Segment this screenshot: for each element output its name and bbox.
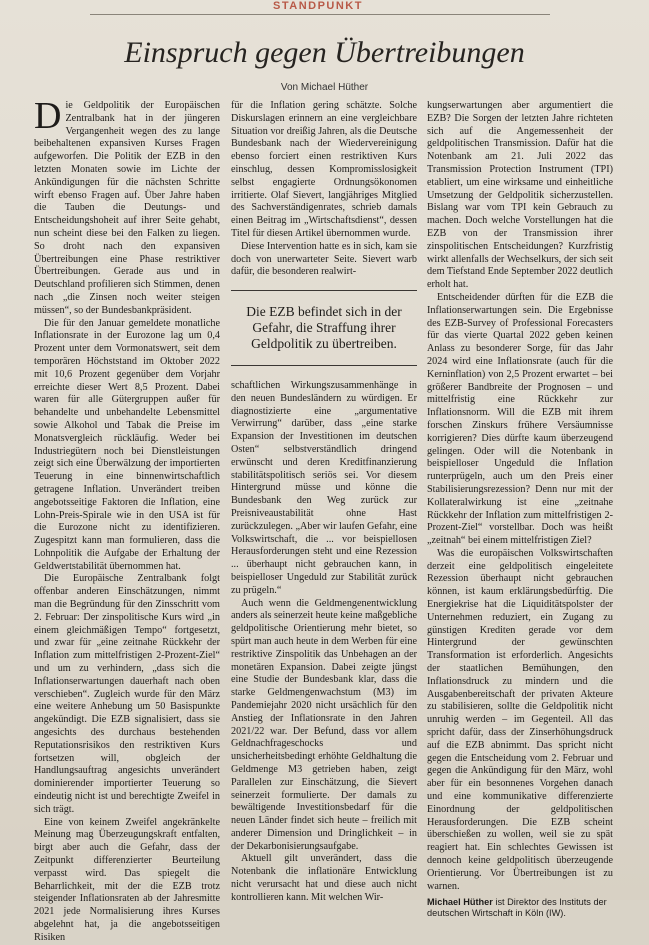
headline: Einspruch gegen Übertreibungen	[124, 36, 525, 69]
author-note	[427, 897, 613, 919]
paragraph: Eine von keinem Zweifel angekränkelte Meinung mag Überzeugungskraft entfalten, birgt aber auch die Gefahr, dass der Zeitpunkt differenzierter Beurteilung verpasst wird. Das spiegelt die Beharrlichkeit, mit der die EZB trotz steigender Inflationsraten ab der Jahresmitte 2021 jede Normalisierung ihres Kurses abgelehnt hat, ja die angebotsseitigen Risiken	[34, 816, 220, 943]
pull-quote: Die EZB befindet sich in der Gefahr, die Straffung ihrer Geldpolitik zu übertreiben.	[231, 290, 417, 366]
column-1	[34, 95, 220, 945]
paragraph: Diese Intervention hatte es in sich, kam sie doch von unerwarteter Seite. Sievert warb dafür, die besonderen realwirt-	[231, 240, 417, 278]
section-label: STANDPUNKT	[273, 0, 363, 12]
paragraph: Entscheidender dürften für die EZB die Inflationserwartungen sein. Die Ergebnisse des EZB-Survey of Professional Forecasters für das vierte Quartal 2022 geben keinen Anlass zu besonderer Sorge, für das Jahr 2024 wird eine Inflationsrate (auch für die Kerninflation) von 2,5 Prozent erwartet – bei größerer Bandbreite der Prognosen – und mittelfristig eine Rückkehr zur Inflationsnorm. Will die EZB mit ihrem forschen Zinskurs frühere Versäumnisse korrigieren? Dies dürfte kaum überzeugend gelingen. Oder will die Notenbank in beispielloser Ungeduld die Inflation runterprügeln, auch um den Preis einer Stabilisierungsrezession? Denn nur mit der Kollateralwirkung ist eine „zeitnahe Rückkehr der Inflation zum mittelfristigen 2-Prozent-Ziel“ vorstellbar. Doch was heißt „zeitnah“ bei einem mittelfristigen Ziel?	[427, 291, 613, 547]
column-2-top	[231, 100, 417, 279]
paragraph: schaftlichen Wirkungszusammenhänge in den neuen Bundesländern zu würdigen. Er diagnostizierte eine „argumentative Verwirrung“ darüber, dass „eine starke Expansion der Investitionen im deutschen Osten“ selbstverständlich dringend erwünscht und deren Kreditfinanzierung stabilitätspolitisch seriös sei. Vor diesem Hintergrund müsse und könne die Bundesbank den Weg zurück zur Preisniveaustabilität ohne Hast zurückzulegen. „Aber wir laufen Gefahr, eine Volkswirtschaft, die ... vor beispiellosen Herausforderungen steht und eine Rezession ... überhaupt nicht gebrauchen kann, in beispielloser Ungeduld zur Stabilität zurück zu prügeln.“	[231, 380, 417, 596]
paragraph: Die Geldpolitik der Europäischen Zentralbank hat in der jüngeren Vergangenheit wegen des zu lange beibehaltenen expansiven Kurses Fragen aufgeworfen. Die Politik der EZB in den letzten Monaten sowie im Lichte der Ankündigungen für die nächsten Schritte wirft ebenso Fragen auf. Über Jahre haben die Tauben die Deutungs- und Entscheidungshoheit auf ihrer Seite gehabt, nun scheint diese bei den Falken zu liegen. So droht nach den expansiven Übertreibungen eine Phase restriktiver Übertreibungen. Gerade aus und in Deutschland profilieren sich Stimmen, denen nach „die Zinsen noch weiter steigen müssen“, so der Bundesbankpräsident.	[34, 95, 220, 316]
paragraph: für die Inflation gering schätzte. Solche Diskurslagen erinnern an eine vergleichbare Situation vor dreißig Jahren, als die Deutsche Bundesbank nach der Wiedervereinigung ebenso forciert einen restriktiven Kurs einschlug, dessen Kompromisslosigkeit selbst engagierte Ordnungsökonomen irritierte. Olaf Sievert, langjähriges Mitglied des Sachverständigenrates, schrieb damals einen Beitrag im „Wirtschaftsdienst“, dessen Titel für diesen Artikel übernommen wurde.	[231, 100, 417, 239]
drop-cap: D	[34, 95, 62, 137]
paragraph: Was die europäischen Volkswirtschaften derzeit eine geldpolitisch eingeleitete Rezession überhaupt nicht gebrauchen können, ist kaum erklärungsbedürftig. Die Energiekrise hat die Liquiditätspolster der Unternehmen reduziert, ein Zugang zu günstigen Krediten gerade vor dem Hintergrund der gewünschten Transformation ist erforderlich. Angesichts der staatlichen Bemühungen, den Inflationsdruck zu mindern und die Ausgabenbereitschaft der privaten Akteure zu stabilisieren, sollte die Geldpolitik nicht unruhig werden – im Gegenteil. All das spricht dafür, dass der Zinserhöhungsdruck auf die EZB abnimmt. Das spricht nicht gegen die Entscheidung vom 2. Februar und gegen die Ankündigung für den März, wohl aber für ein besonnenes Vorgehen danach und eine kommunikative differenzierte Einordnung der geldpolitischen Herausforderungen. Die EZB scheint überschießen zu wollen, weil sie zu spät reagiert hat. Ein schlechtes Gewissen ist dennoch keine geldpolitisch überzeugende Orientierung. Vor Übertreibungen ist zu warnen.	[427, 547, 613, 892]
paragraph: Auch wenn die Geldmengenentwicklung anders als seinerzeit heute keine maßgebliche geldpolitische Orientierung mehr bietet, so spürt man auch heute in dem Werben für eine restriktive Zinspolitik das Unbehagen an der monetären Expansion. Dabei zeigte jüngst eine Studie der Bundesbank klar, dass die starke Geldmengenwachstum (M3) im Pandemiejahr 2020 nicht ursächlich für den Anstieg der Inflationsrate in den Jahren 2021/22 war. Der Befund, dass vor allem Geldnachfrageschocks und unsicherheitsbedingt erhöhte Geldhaltung die Geldmenge M3 getrieben haben, zeigt Parallelen zur Einschätzung, die Sievert seinerzeit formulierte. Der damals zu bewältigende Investitionsbedarf für die neuen Länder findet sich heute – freilich mit anderer Dimension und Dringlichkeit – in der Dekarbonisierungsaufgabe.	[231, 597, 417, 852]
paragraph: Aktuell gilt unverändert, dass die Notenbank die inflationäre Entwicklung nicht verursacht hat und diese auch nicht kontrollieren kann. Mit welchen Wir-	[231, 853, 417, 903]
author-name: Michael Hüther	[427, 897, 493, 908]
byline: Von Michael Hüther	[280, 82, 369, 93]
paragraph: Die Europäische Zentralbank folgt offenbar anderen Einschätzungen, nimmt man die Begründung für den Zinsschritt vom 2. Februar: Der zinspolitische Kurs wird „in einem gleichmäßigen Tempo“ fortgesetzt, und zwar für „eine zeitnahe Rückkehr der Inflation zum mittelfristigen 2-Prozent-Ziel“ und um zu verhindern, „dass sich die Inflationserwartungen dauerhaft nach oben verschieben“. Zugleich wurde für den März eine weitere Anhebung um 50 Basispunkte angekündigt. Die EZB signalisiert, dass sie angesichts des durchaus bestehenden Reputationsrisikos den restriktiven Kurs fortsetzen will, obgleich der Handlungsauftrag angesichts unverändert dominierender importierter Teuerung so eindeutig nicht ist und berechtigte Zweifel in sich trägt.	[34, 573, 220, 815]
column-2-bottom	[231, 380, 417, 905]
column-3	[427, 100, 613, 919]
author-description: ist Direktor des Instituts der deutschen Wirtschaft in Köln (IW).	[427, 897, 607, 919]
paragraph: kungserwartungen aber argumentiert die EZB? Die Sorgen der letzten Jahre richteten sich auf die Angemessenheit der geldpolitischen Transmission. Dafür hat die Notenbank am 21. Juli 2022 das Transmission Protection Instrument (TPI) etabliert, um eine wirksame und einheitliche Umsetzung der Geldpolitik sicherzustellen. Bislang war vom TPI kein Gebrauch zu machen. Doch welche Vorstellungen hat die EZB von der Transmission ihrer zinspolitischen Entscheidungen? Kurzfristig wirkt allenfalls der Wechselkurs, der sich seit dem Tiefstand Ende September 2022 deutlich erholt hat.	[427, 100, 613, 291]
paragraph: Die für den Januar gemeldete monatliche Inflationsrate in der Eurozone lag um 0,4 Prozent unter dem Vormonatswert, seit dem temporären Höchststand im Oktober 2022 mit 10,6 Prozent gegenüber dem Vorjahr erreichte dieser Wert 8,5 Prozent. Dabei waren für alle Gütergruppen außer für behandelte und unbehandelte Lebensmittel sowie Alkohol und Tabak die Preise im Monatsvergleich rückläufig. Weder bei Industriegütern noch bei Dienstleistungen zeigt sich eine Überwälzung der importierten Teuerung in eine binnenwirtschaftlich getragene Inflation. Unverändert treiben angebotsseitige Faktoren die Inflation, eine Lohn-Preis-Spirale wie in den USA ist für die Eurozone nicht zu identifizieren. Zugespitzt kann man formulieren, dass die Lohnpolitik die Aufgabe der Erhaltung der Geldwertstabilität übernommen hat.	[34, 317, 220, 572]
